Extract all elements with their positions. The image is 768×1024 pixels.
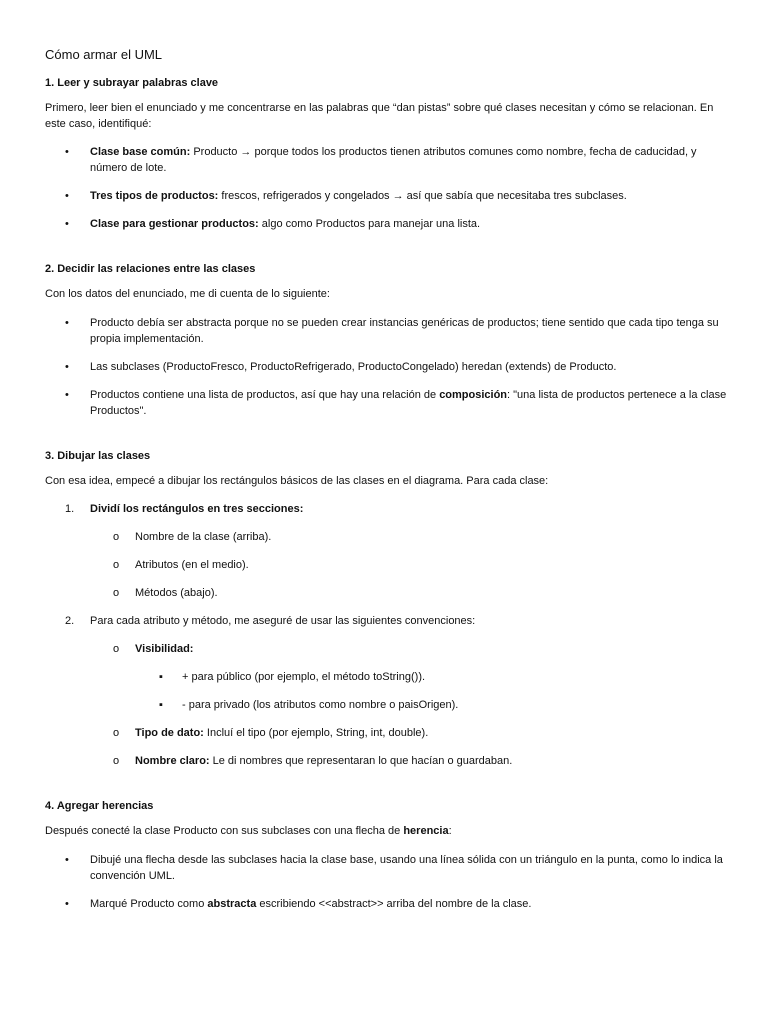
bullet-icon: • — [65, 853, 69, 866]
document-title: Cómo armar el UML — [45, 47, 163, 62]
list-item: o Tipo de dato: Incluí el tipo (por ejemplo, String, int, double). — [113, 727, 429, 739]
list-item: 1. Dividí los rectángulos en tres secciones: — [65, 503, 304, 515]
section-4-heading: 4. Agregar herencias — [45, 800, 154, 812]
bullet-icon: • — [65, 190, 69, 202]
bullet-icon: • — [65, 388, 69, 401]
list-item: ▪ - para privado (los atributos como nombre o paisOrigen). — [159, 699, 459, 711]
list-item: ▪ + para público (por ejemplo, el método toString()). — [159, 671, 426, 683]
list-item: • Tres tipos de productos: frescos, refrigerados y congelados → así que sabía que necesitaba tres subclases. — [65, 190, 627, 202]
circle-bullet-icon: o — [113, 755, 120, 767]
square-bullet-icon: ▪ — [159, 671, 163, 683]
list-item: • Dibujé una flecha desde las subclases hacia la clase base, usando una línea sólida con un triángulo en la punta, como lo indica la convención UML. — [65, 853, 723, 882]
section-1-heading: 1. Leer y subrayar palabras clave — [45, 77, 219, 89]
bullet-icon: • — [65, 218, 69, 230]
section-4-intro: Después conecté la clase Producto con sus subclases con una flecha de herencia: — [45, 825, 452, 837]
section-4-list — [45, 852, 735, 912]
list-item: • Marqué Producto como abstracta escribiendo <<abstract>> arriba del nombre de la clase. — [65, 897, 532, 910]
section-2-intro: Con los datos del enunciado, me di cuenta de lo siguiente: — [45, 288, 330, 300]
circle-bullet-icon: o — [113, 643, 120, 655]
list-item: • Productos contiene una lista de productos, así que hay una relación de composición: "una lista de productos pertenece a la clase Productos". — [65, 388, 727, 417]
circle-bullet-icon: o — [113, 727, 120, 739]
section-1-list — [45, 144, 735, 232]
list-item: • Clase base común: Producto → porque todos los productos tienen atributos comunes como nombre, fecha de caducidad, y número de lote. — [65, 146, 697, 174]
list-item: 2. Para cada atributo y método, me aseguré de usar las siguientes convenciones: — [65, 615, 476, 627]
list-item: • Las subclases (ProductoFresco, ProductoRefrigerado, ProductoCongelado) heredan (extends) de Producto. — [65, 360, 617, 373]
circle-bullet-icon: o — [113, 531, 120, 543]
list-item: • Producto debía ser abstracta porque no se pueden crear instancias genéricas de productos; tiene sentido que cada tipo tenga su propia implementación. — [65, 316, 719, 345]
section-3-heading: 3. Dibujar las clases — [45, 449, 151, 462]
bullet-icon: • — [65, 146, 69, 158]
bullet-icon: • — [65, 360, 69, 373]
document-page — [45, 46, 735, 924]
section-3-steps — [45, 501, 735, 769]
list-item: o Atributos (en el medio). — [113, 559, 249, 571]
circle-bullet-icon: o — [113, 587, 120, 599]
bullet-icon: • — [65, 316, 69, 329]
square-bullet-icon: ▪ — [159, 699, 163, 711]
section-2-list — [45, 315, 735, 419]
list-item: • Clase para gestionar productos: algo como Productos para manejar una lista. — [65, 218, 481, 230]
list-item: o Nombre claro: Le di nombres que representaran lo que hacían o guardaban. — [113, 755, 513, 767]
list-item: o Nombre de la clase (arriba). — [113, 531, 272, 543]
section-1-intro: Primero, leer bien el enunciado y me concentrarse en las palabras que “dan pistas” sobre qué clases necesitan y cómo se relacionan. En este caso, identifiqué: — [45, 102, 714, 130]
section-3-intro: Con esa idea, empecé a dibujar los rectángulos básicos de las clases en el diagrama. Para cada clase: — [45, 474, 549, 487]
bullet-icon: • — [65, 897, 69, 910]
circle-bullet-icon: o — [113, 559, 120, 571]
list-item: o Métodos (abajo). — [113, 587, 218, 599]
section-2-heading: 2. Decidir las relaciones entre las clases — [45, 263, 256, 275]
list-item: o Visibilidad: — [113, 643, 194, 655]
